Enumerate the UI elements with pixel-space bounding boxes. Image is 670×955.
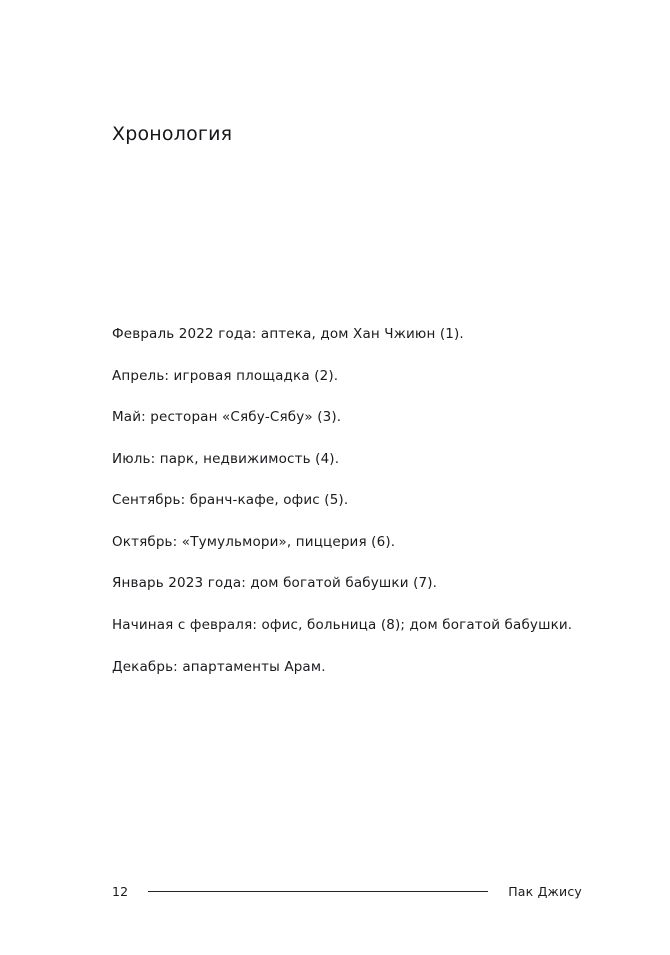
page-number: 12 [112,883,129,899]
paragraph: Начиная с февраля: офис, больница (8); дом богатой бабушки. [112,616,573,633]
footer-author: Пак Джису [508,883,582,899]
body-text-block [112,325,582,677]
paragraph: Май: ресторан «Сябу-Сябу» (3). [112,409,342,426]
paragraph: Сентябрь: бранч-кафе, офис (5). [112,492,349,509]
page-footer [112,882,582,900]
footer-divider [148,891,488,892]
paragraph: Декабрь: апартаменты Арам. [112,658,326,675]
paragraph: Октябрь: «Тумульмори», пиццерия (6). [112,533,396,550]
paragraph: Апрель: игровая площадка (2). [112,367,339,384]
paragraph: Январь 2023 года: дом богатой бабушки (7). [112,575,438,592]
paragraph: Февраль 2022 года: аптека, дом Хан Чжиюн (1). [112,326,464,342]
paragraph: Июль: парк, недвижимость (4). [112,450,340,467]
page-title: Хронология [112,122,233,145]
